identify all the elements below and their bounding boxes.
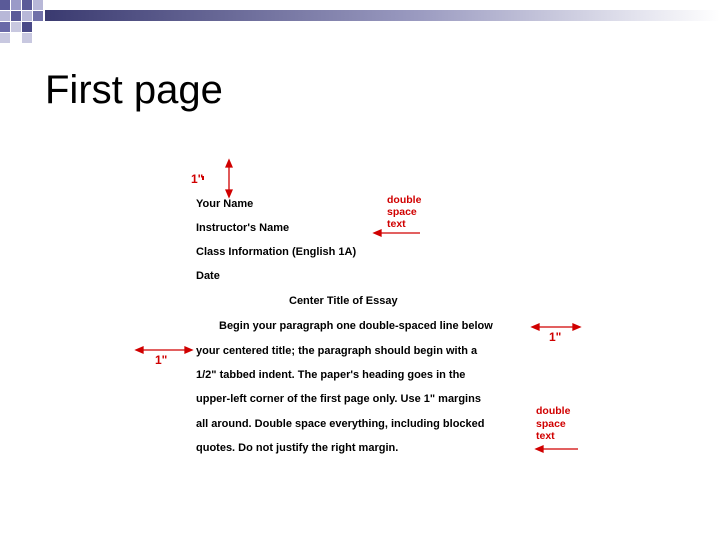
paragraph-line: your centered title; the paragraph should begin with a — [196, 345, 478, 357]
paragraph-line: quotes. Do not justify the right margin. — [196, 442, 399, 454]
arrowhead-left — [374, 230, 381, 236]
arrowhead-left — [136, 347, 143, 353]
note-word: space — [536, 418, 566, 430]
note-word: double — [387, 194, 422, 206]
paragraph-line: all around. Double space everything, including blocked — [196, 418, 485, 430]
heading-instructor-name: Instructor's Name — [196, 222, 290, 234]
heading-class-information: Class Information (English 1A) — [196, 246, 357, 258]
arrowhead-right — [185, 347, 192, 353]
arrowhead-down — [226, 190, 232, 197]
top-margin-label: 1" — [191, 172, 204, 186]
paragraph-line: Begin your paragraph one double-spaced line below — [219, 320, 493, 332]
right-margin-label: 1" — [549, 330, 562, 344]
heading-your-name: Your Name — [196, 198, 254, 210]
note-word: text — [387, 218, 406, 230]
left-margin-label: 1" — [155, 353, 168, 367]
paragraph-line: upper-left corner of the first page only. Use 1" margins — [196, 393, 481, 405]
note-word: double — [536, 405, 571, 417]
heading-date: Date — [196, 270, 220, 282]
arrowhead-right — [573, 324, 580, 330]
slide-title: First page — [45, 68, 223, 112]
arrowhead-left — [532, 324, 539, 330]
arrowhead-up — [226, 160, 232, 167]
essay-title: Center Title of Essay — [289, 295, 398, 307]
note-word: space — [387, 206, 417, 218]
arrowhead-left — [536, 446, 543, 452]
note-word: text — [536, 430, 555, 442]
paragraph-line: 1/2" tabbed indent. The paper's heading goes in the — [196, 369, 466, 381]
